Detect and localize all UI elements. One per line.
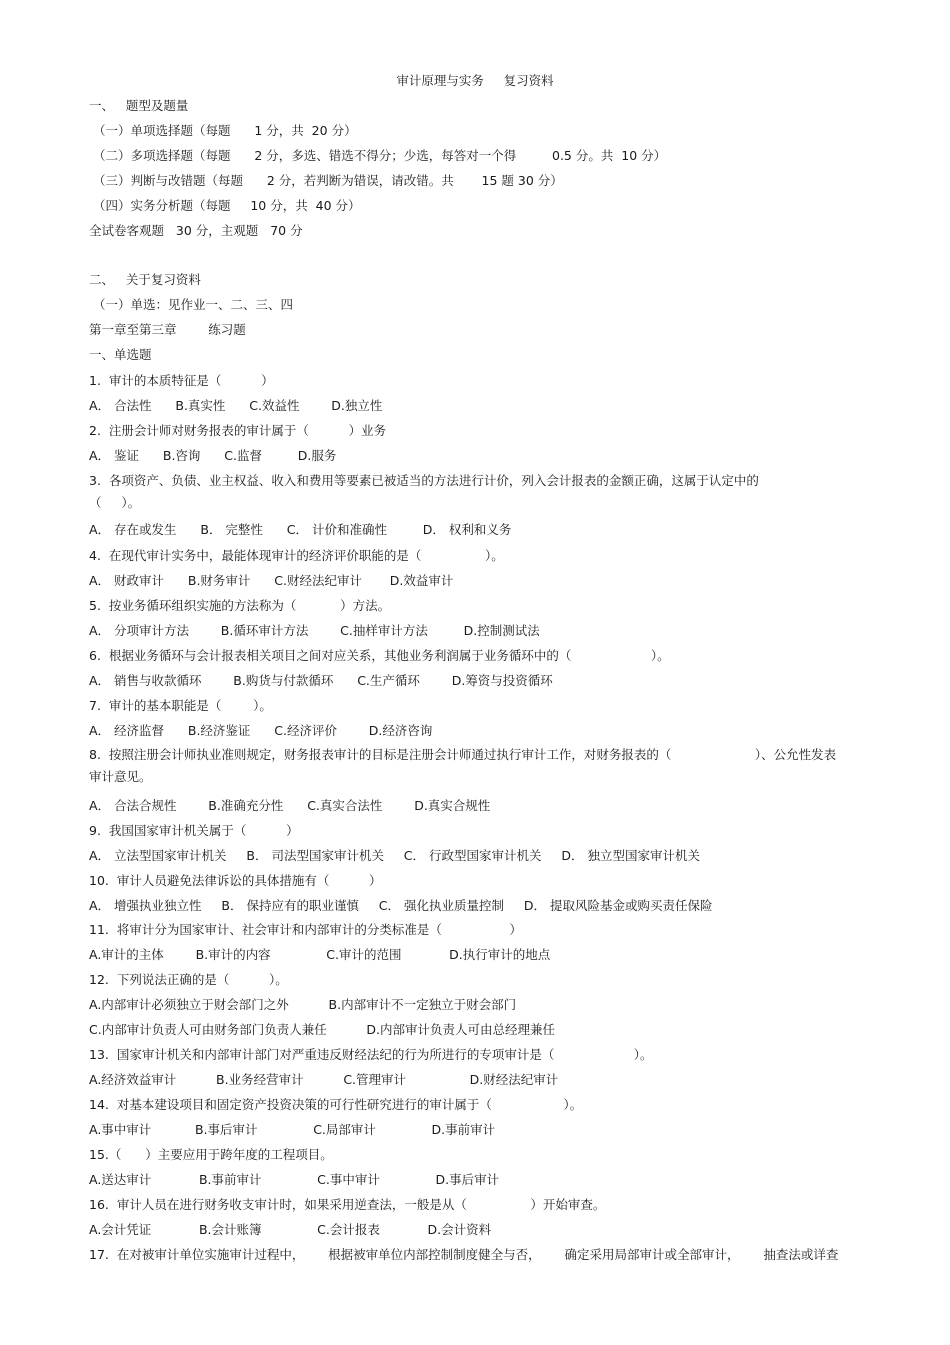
question-options: A． 财政审计 B.财务审计 C.财经法纪审计 D.效益审计: [89, 573, 454, 588]
section-heading: 二、 关于复习资料: [89, 272, 201, 287]
question-type-line: （三）判断与改错题（每题 2 分，若判断为错误，请改错。共 15 题 30 分）: [89, 173, 563, 188]
question-options: A． 增强执业独立性 B． 保持应有的职业谨慎 C． 强化执业质量控制 D． 提取风险基金或购买责任保险: [89, 898, 713, 913]
question-options: A.送达审计 B.事前审计 C.事中审计 D.事后审计: [89, 1172, 500, 1187]
question-text: 1. 审计的本质特征是（ ）: [89, 373, 274, 388]
question-options: C.内部审计负责人可由财务部门负责人兼任 D.内部审计负责人可由总经理兼任: [89, 1022, 556, 1037]
question-text: 15.（ ）主要应用于跨年度的工程项目。: [89, 1147, 333, 1162]
subsection-line: （一）单选：见作业一、二、三、四: [89, 297, 293, 312]
document-title: 审计原理与实务 复习资料: [396, 73, 554, 88]
section-heading: 一、 题型及题量: [89, 98, 189, 113]
question-type-line: （二）多项选择题（每题 2 分，多选、错选不得分；少选，每答对一个得 0.5 分。共 10 分）: [89, 148, 667, 163]
question-options: A.审计的主体 B.审计的内容 C.审计的范围 D.执行审计的地点: [89, 947, 551, 962]
question-text: 12. 下列说法正确的是（ ）。: [89, 972, 288, 987]
question-options: A． 存在或发生 B． 完整性 C． 计价和准确性 D． 权利和义务: [89, 522, 512, 537]
question-text: 16. 审计人员在进行财务收支审计时，如果采用逆查法，一般是从（ ）开始审查。: [89, 1197, 606, 1212]
question-text: 9. 我国国家审计机关属于（ ）: [89, 823, 299, 838]
question-options: A． 经济监督 B.经济鉴证 C.经济评价 D.经济咨询: [89, 723, 433, 738]
question-text: 11. 将审计分为国家审计、社会审计和内部审计的分类标准是（ ）: [89, 922, 522, 937]
question-options: A.事中审计 B.事后审计 C.局部审计 D.事前审计: [89, 1122, 496, 1137]
question-options: A． 销售与收款循环 B.购货与付款循环 C.生产循环 D.筹资与投资循环: [89, 673, 553, 688]
question-text: 8. 按照注册会计师执业准则规定，财务报表审计的目标是注册会计师通过执行审计工作，对财务报表的（ ）、公允性发表 审计意见。: [89, 747, 837, 784]
question-text: 4. 在现代审计实务中，最能体现审计的经济评价职能的是（ ）。: [89, 548, 504, 563]
question-options: A.会计凭证 B.会计账簿 C.会计报表 D.会计资料: [89, 1222, 492, 1237]
question-options: A.经济效益审计 B.业务经营审计 C.管理审计 D.财经法纪审计: [89, 1072, 559, 1087]
question-text: 3. 各项资产、负债、业主权益、收入和费用等要素已被适当的方法进行计价，列入会计报表的金额正确，这属于认定中的 （ ）。: [89, 473, 759, 510]
question-options: A． 分项审计方法 B.循环审计方法 C.抽样审计方法 D.控制测试法: [89, 623, 540, 638]
question-type-line: （一）单项选择题（每题 1 分，共 20 分）: [89, 123, 357, 138]
question-text: 10. 审计人员避免法律诉讼的具体措施有（ ）: [89, 873, 382, 888]
score-summary: 全试卷客观题 30 分，主观题 70 分: [89, 223, 303, 238]
question-options: A． 立法型国家审计机关 B． 司法型国家审计机关 C． 行政型国家审计机关 D． 独立型国家审计机关: [89, 848, 700, 863]
question-text: 5. 按业务循环组织实施的方法称为（ ）方法。: [89, 598, 391, 613]
question-options: A． 合法合规性 B.准确充分性 C.真实合法性 D.真实合规性: [89, 798, 491, 813]
subsection-heading: 一、单选题: [89, 347, 152, 362]
question-text: 14. 对基本建设项目和固定资产投资决策的可行性研究进行的审计属于（ ）。: [89, 1097, 583, 1112]
question-text: 6. 根据业务循环与会计报表相关项目之间对应关系，其他业务利润属于业务循环中的（ ）。: [89, 648, 670, 663]
question-text: 7. 审计的基本职能是（ ）。: [89, 698, 272, 713]
chapter-heading: 第一章至第三章 练习题: [89, 322, 246, 337]
question-options: A． 合法性 B.真实性 C.效益性 D.独立性: [89, 398, 383, 413]
question-text: 2. 注册会计师对财务报表的审计属于（ ）业务: [89, 423, 387, 438]
question-options: A． 鉴证 B.咨询 C.监督 D.服务: [89, 448, 337, 463]
question-text: 17. 在对被审计单位实施审计过程中， 根据被审单位内部控制制度健全与否， 确定采用局部审计或全部审计， 抽查法或详查: [89, 1247, 839, 1262]
question-type-line: （四）实务分析题（每题 10 分，共 40 分）: [89, 198, 361, 213]
question-text: 13. 国家审计机关和内部审计部门对严重违反财经法纪的行为所进行的专项审计是（ ）。: [89, 1047, 653, 1062]
question-options: A.内部审计必须独立于财会部门之外 B.内部审计不一定独立于财会部门: [89, 997, 517, 1012]
